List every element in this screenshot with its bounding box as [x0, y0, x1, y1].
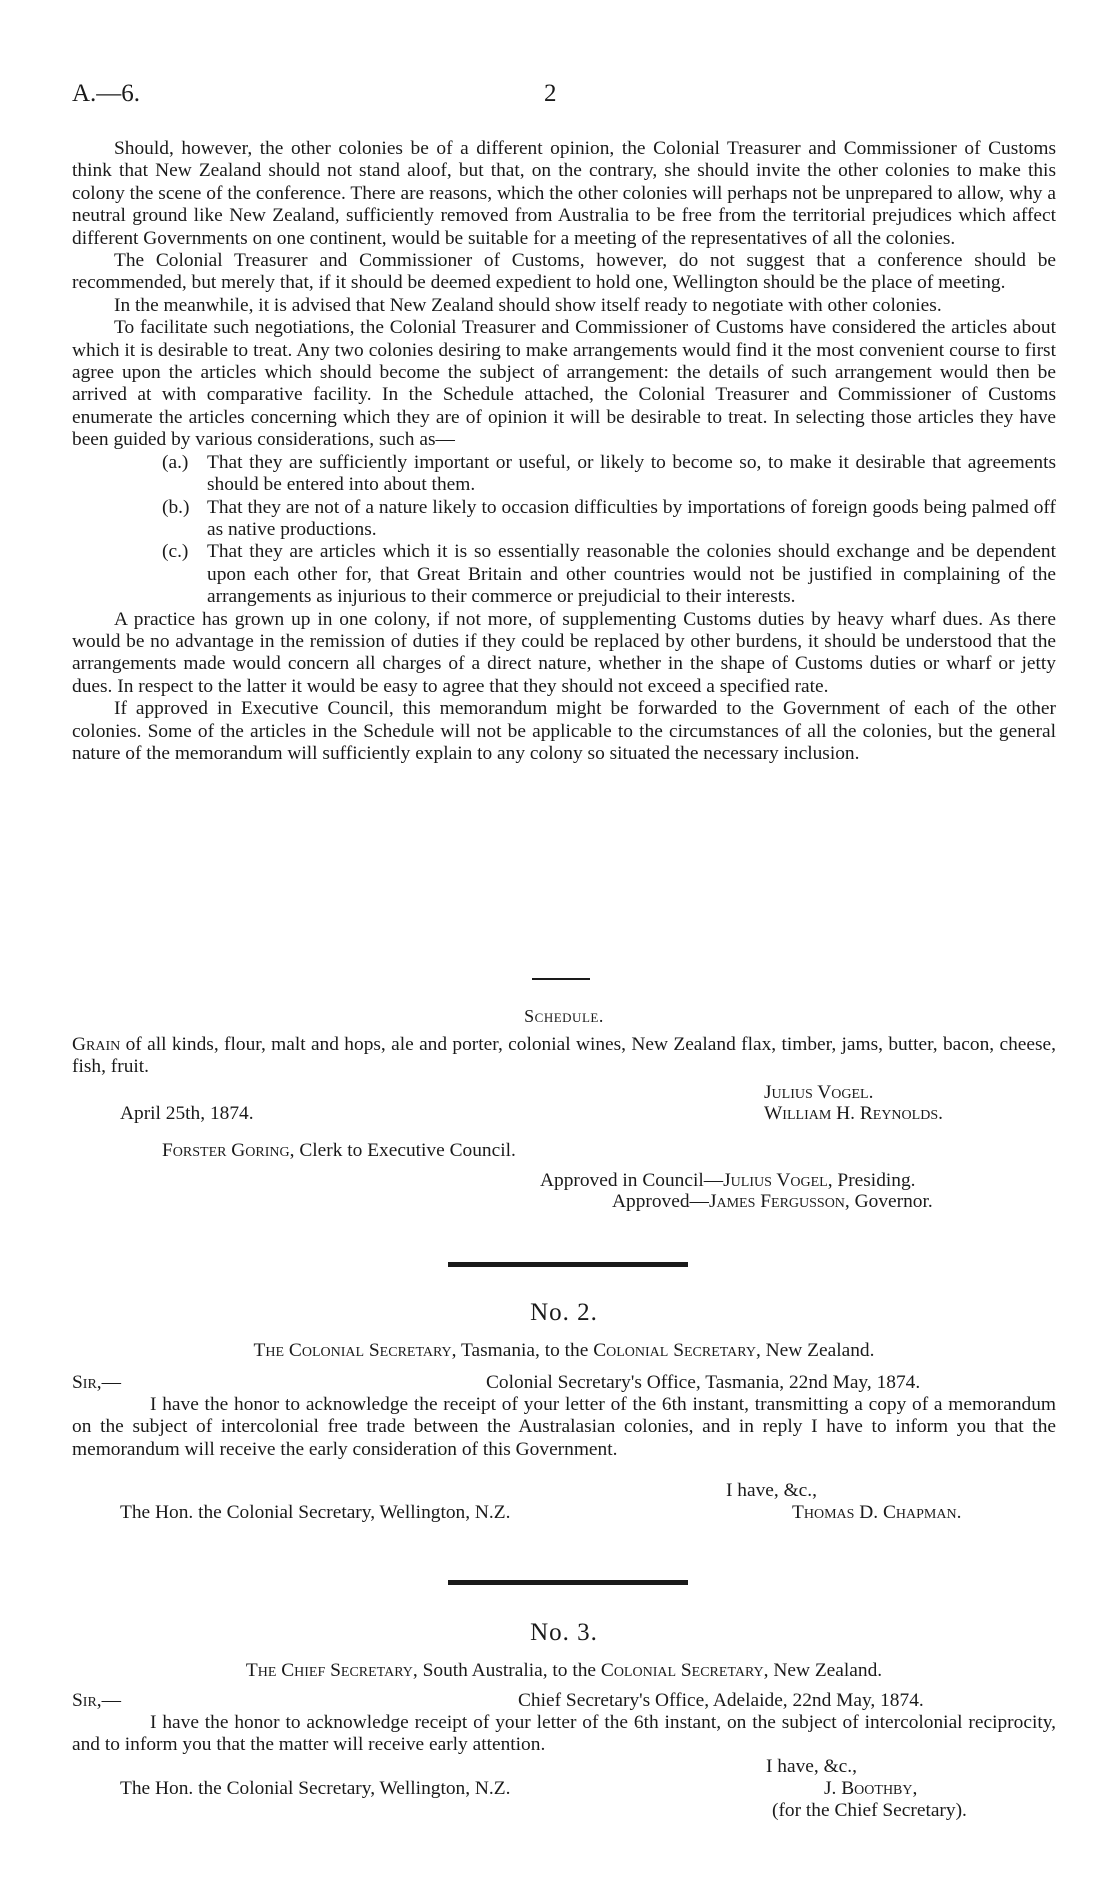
- memorandum-body: [72, 138, 1056, 765]
- list-item: [72, 497, 1056, 542]
- clause-text: That they are not of a nature likely to occasion difficulties by importations of foreign goods being palmed off as native productions.: [207, 496, 1056, 540]
- section-divider: [532, 978, 590, 980]
- salutation: Sir,—: [72, 1372, 122, 1393]
- from-title: The Colonial Secretary: [253, 1340, 452, 1361]
- signatory: William H. Reynolds.: [764, 1103, 943, 1124]
- signature: J. Boothby,: [824, 1778, 918, 1799]
- approval-council: [540, 1170, 916, 1192]
- approval-prefix: Approved in Council—: [540, 1170, 724, 1191]
- approval-governor: [612, 1191, 933, 1213]
- document-reference: A.—6.: [72, 80, 141, 107]
- approval-suffix: , Presiding.: [827, 1170, 916, 1191]
- to-place: , New Zealand.: [755, 1340, 875, 1361]
- closing: I have, &c.,: [726, 1480, 817, 1501]
- clerk-line: [162, 1140, 516, 1162]
- paragraph: In the meanwhile, it is advised that New Zealand should show itself ready to negotiate with other colonies.: [114, 294, 942, 316]
- approval-prefix: Approved—: [612, 1191, 709, 1212]
- memorandum-date: April 25th, 1874.: [120, 1103, 254, 1124]
- letter-body: I have the honor to acknowledge the receipt of your letter of the 6th instant, transmitting a copy of a memorandum on the subject of intercolonial free trade between the Australasian colonies, and in reply I have to inform you that the memorandum will receive the early consideration of this Government.: [72, 1394, 1056, 1460]
- clause-text: That they are sufficiently important or useful, or likely to become so, to make it desirable that agreements should be entered into about them.: [207, 451, 1056, 496]
- from-title: The Chief Secretary: [245, 1660, 413, 1681]
- salutation: Sir,—: [72, 1690, 122, 1711]
- from-place: , South Australia, to the: [412, 1660, 601, 1681]
- clerk-title: , Clerk to Executive Council.: [289, 1140, 516, 1161]
- list-item: [72, 541, 1056, 608]
- letter-separator: [448, 1580, 688, 1585]
- to-title: Colonial Secretary: [600, 1660, 764, 1681]
- paragraph: To facilitate such negotiations, the Colonial Treasurer and Commissioner of Customs have considered the articles about which it is desirable to treat. Any two colonies desiring to make arrangements would find it the most convenient course to first agree upon the articles which should become the subject of arrangement: the details of such arrangement would then be arrived at with comparative facility. In the Schedule attached, the Colonial Treasurer and Commissioner of Customs enumerate the articles concerning which they are of opinion it will be desirable to treat. In selecting those articles they have been guided by various considerations, such as—: [72, 317, 1056, 451]
- considerations-list: [72, 452, 1056, 609]
- clause-label: (b.): [162, 496, 190, 518]
- to-place: , New Zealand.: [763, 1660, 883, 1681]
- addressee: The Hon. the Colonial Secretary, Wellington, N.Z.: [120, 1502, 511, 1523]
- approval-name: Julius Vogel: [723, 1170, 828, 1191]
- clause-text: That they are articles which it is so essentially reasonable the colonies should exchange and be dependent upon each other for, that Great Britain and other countries would not be justified in complaining of the arrangements as injurious to their commerce or prejudicial to their interests.: [207, 541, 1056, 608]
- schedule-items: of all kinds, flour, malt and hops, ale and porter, colonial wines, New Zealand flax, timber, jams, butter, bacon, cheese, fish, fruit.: [72, 1034, 1056, 1078]
- letter-separator: [448, 1262, 688, 1267]
- list-item: [72, 452, 1056, 497]
- clerk-name: Forster Goring: [162, 1140, 290, 1161]
- signatory: Julius Vogel.: [764, 1082, 874, 1103]
- signature-note: (for the Chief Secretary).: [772, 1800, 967, 1821]
- clause-label: (a.): [162, 451, 189, 473]
- dateline: Colonial Secretary's Office, Tasmania, 22nd May, 1874.: [486, 1372, 921, 1393]
- letter-number: No. 3.: [530, 1619, 598, 1646]
- schedule-heading: Schedule.: [524, 1006, 604, 1026]
- addressee: The Hon. the Colonial Secretary, Wellington, N.Z.: [120, 1778, 511, 1799]
- letter-heading: [72, 1340, 1056, 1362]
- dateline: Chief Secretary's Office, Adelaide, 22nd May, 1874.: [518, 1690, 924, 1711]
- paragraph: Should, however, the other colonies be of a different opinion, the Colonial Treasurer and Commissioner of Customs think that New Zealand should not stand aloof, but that, on the contrary, she should invite the other colonies to make this colony the scene of the conference. There are reasons, which the other colonies will perhaps not be unprepared to allow, why a neutral ground like New Zealand, sufficiently removed from Australia to be free from the territorial prejudices which affect different Governments on one continent, would be suitable for a meeting of the representatives of all the colonies.: [72, 138, 1056, 249]
- paragraph: If approved in Executive Council, this memorandum might be forwarded to the Government of each of the other colonies. Some of the articles in the Schedule will not be applicable to the circumstances of all the colonies, but the general nature of the memorandum will sufficiently explain to any colony so situated the necessary inclusion.: [72, 698, 1056, 764]
- letter-number: No. 2.: [530, 1299, 598, 1326]
- schedule-lead: Grain: [72, 1034, 121, 1055]
- to-title: Colonial Secretary: [593, 1340, 756, 1361]
- closing: I have, &c.,: [766, 1756, 857, 1777]
- letter-body: I have the honor to acknowledge receipt of your letter of the 6th instant, on the subject of intercolonial reciprocity, and to inform you that the matter will receive early attention.: [72, 1712, 1056, 1756]
- approval-suffix: , Governor.: [844, 1191, 933, 1212]
- signature: Thomas D. Chapman.: [792, 1502, 962, 1523]
- clause-label: (c.): [162, 541, 189, 563]
- paragraph: A practice has grown up in one colony, if not more, of supplementing Customs duties by heavy wharf dues. As there would be no advantage in the remission of duties if they could be replaced by other burdens, it should be understood that the arrangements made would concern all charges of a direct nature, whether in the shape of Customs duties or wharf or jetty dues. In respect to the latter it would be easy to agree that they should not exceed a specified rate.: [72, 608, 1056, 697]
- letter-heading: [72, 1660, 1056, 1682]
- page-header: [72, 80, 1056, 110]
- from-place: , Tasmania, to the: [451, 1340, 594, 1361]
- paragraph: The Colonial Treasurer and Commissioner of Customs, however, do not suggest that a conference should be recommended, but merely that, if it should be deemed expedient to hold one, Wellington should be the place of meeting.: [72, 250, 1056, 294]
- schedule-text: [72, 1034, 1056, 1079]
- page-number: 2: [544, 80, 557, 107]
- approval-name: James Fergusson: [708, 1191, 845, 1212]
